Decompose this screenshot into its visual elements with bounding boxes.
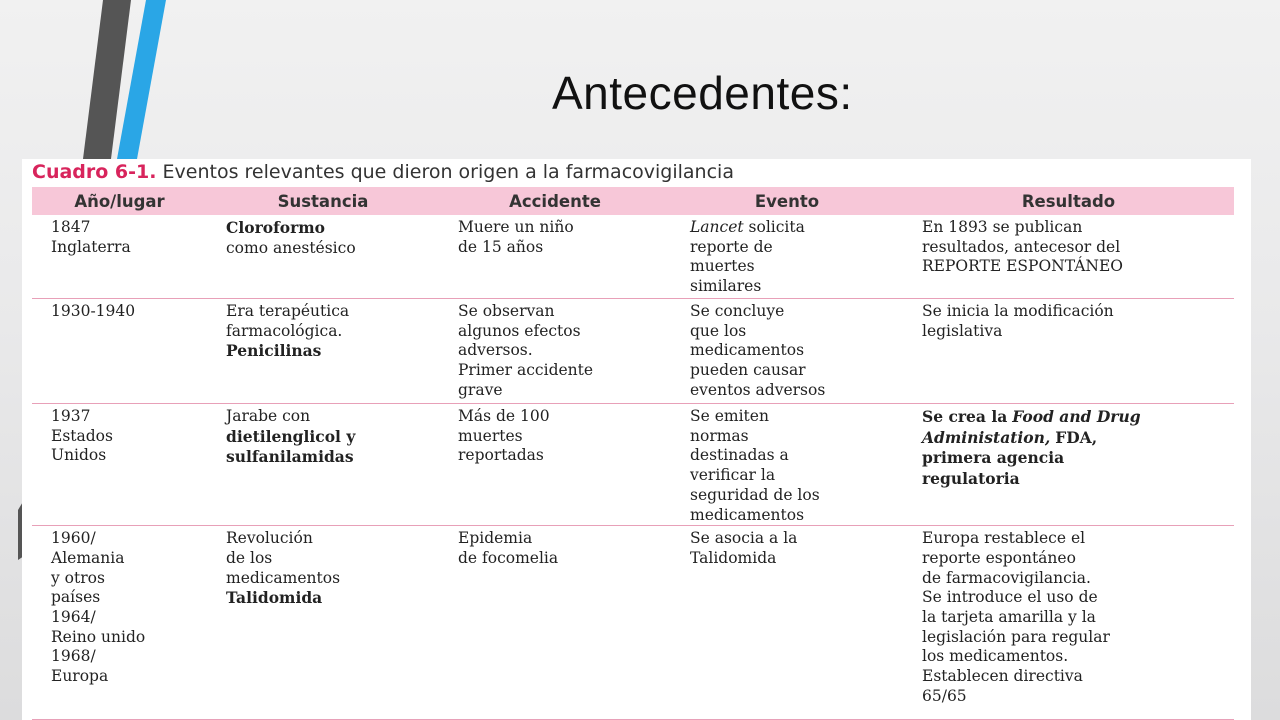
cell-substance: Revolución de los medicamentos Talidomida: [207, 526, 439, 720]
cell-event: Lancet solicita reporte de muertes similares: [671, 215, 903, 299]
cell-event: Se emiten normas destinadas a verificar la seguridad de los medicamentos: [671, 404, 903, 526]
document-image: [22, 159, 1251, 720]
cell-year: 1937 Estados Unidos: [32, 404, 207, 526]
cell-year: 1960/ Alemania y otros países 1964/ Reino unido 1968/ Europa: [32, 526, 207, 720]
header-accident: Accidente: [439, 187, 671, 215]
table-caption-text: Eventos relevantes que dieron origen a la farmacovigilancia: [162, 161, 734, 183]
header-year: Año/lugar: [32, 187, 207, 215]
cell-year: 1930-1940: [32, 299, 207, 404]
cell-accident: Epidemia de focomelia: [439, 526, 671, 720]
cell-substance: Cloroformo como anestésico: [207, 215, 439, 299]
header-event: Evento: [671, 187, 903, 215]
table-row: [32, 299, 1234, 404]
cell-result: Europa restablece el reporte espontáneo de farmacovigilancia. Se introduce el uso de la tarjeta amarilla y la legislación para regular los medicamentos. Establecen directiva 65/65: [903, 526, 1234, 720]
header-substance: Sustancia: [207, 187, 439, 215]
cell-result: Se crea la Food and Drug Administation, FDA, primera agencia regulatoria: [903, 404, 1234, 526]
cell-result: En 1893 se publican resultados, antecesor del REPORTE ESPONTÁNEO: [903, 215, 1234, 299]
cell-accident: Muere un niño de 15 años: [439, 215, 671, 299]
header-result: Resultado: [903, 187, 1234, 215]
cell-event: Se concluye que los medicamentos pueden causar eventos adversos: [671, 299, 903, 404]
table-caption-number: Cuadro 6-1.: [32, 161, 157, 183]
cell-event: Se asocia a la Talidomida: [671, 526, 903, 720]
cell-substance: Era terapéutica farmacológica. Penicilinas: [207, 299, 439, 404]
table-row: [32, 215, 1234, 299]
slide-title: Antecedentes:: [552, 67, 853, 119]
cell-result: Se inicia la modificación legislativa: [903, 299, 1234, 404]
cell-substance: Jarabe con dietilenglicol y sulfanilamidas: [207, 404, 439, 526]
table-row: [32, 526, 1234, 720]
cell-year: 1847 Inglaterra: [32, 215, 207, 299]
table-caption: [32, 159, 734, 185]
cell-accident: Se observan algunos efectos adversos. Primer accidente grave: [439, 299, 671, 404]
events-table: [32, 187, 1234, 720]
table-row: [32, 404, 1234, 526]
cell-accident: Más de 100 muertes reportadas: [439, 404, 671, 526]
table-header-row: [32, 187, 1234, 215]
